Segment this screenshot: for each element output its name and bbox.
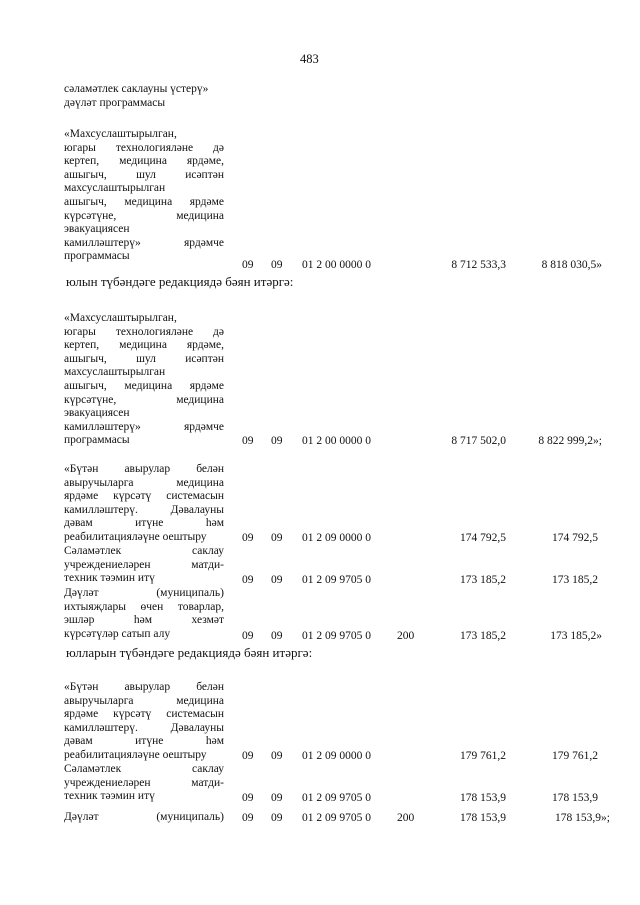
text-line: ихтыяҗлары өчен товарлар, [64,600,224,613]
text-line: эвакуациясен [64,407,130,420]
text-line: учреждениеләрен матди- [64,558,224,571]
text-line: программасы [64,434,130,447]
block2-text [64,312,224,448]
text-line: реабилитацияләүне оештыру [64,530,207,543]
block4-a-value1: 179 761,2 [460,750,506,762]
text-line: «Махсуслаштырылган, [64,128,177,140]
block3-a-code: 01 2 09 0000 0 [302,532,371,544]
block1-col2: 09 [271,259,283,271]
text-line: камилләштерү. Дәвалауны [64,721,224,734]
block1-value1: 8 712 533,3 [451,259,506,271]
text-line: күрсәтүләр сатып алу [64,627,171,640]
text-line: техник тәэмин итү [64,790,155,803]
block4-b-col2: 09 [271,792,283,804]
block4-c-col2: 09 [271,812,283,824]
text-line: югары технологияләне дә [64,325,224,338]
text-line: Дәүләт (муниципаль) [64,587,224,599]
text-line: «Бүтән авырулар белән [64,463,224,475]
block3-b-col2: 09 [271,574,283,586]
block2-value1: 8 717 502,0 [451,435,506,447]
block4-c-value1: 178 153,9 [460,812,506,824]
block4-b-code: 01 2 09 9705 0 [302,792,371,804]
block3-b-code: 01 2 09 9705 0 [302,574,371,586]
text-line: кертеп, медицина ярдәме, [64,155,224,168]
block3-c-col2: 09 [271,630,283,642]
block3-b-value1: 173 185,2 [460,574,506,586]
block3-c-vr: 200 [397,630,415,642]
text-line: камилләштерү» ярдәмче [64,236,224,249]
block4-a-code: 01 2 09 0000 0 [302,750,371,762]
block3-a-col2: 09 [271,532,283,544]
text-line: Сәламәтлек саклау [64,763,224,775]
block1-text [64,128,224,264]
block4-b-value2: 178 153,9 [552,792,598,804]
text-line: реабилитацияләүне оештыру [64,748,207,761]
text-line: ярдәме күрсәтү системасын [64,490,224,503]
text-line: камилләштерү» ярдәмче [64,420,224,433]
block2-col1: 09 [242,435,254,447]
text-line: авыручыларга медицина [64,476,224,489]
block1-col1: 09 [242,259,254,271]
text-line: ашыгыч, шул исәптән [64,168,224,181]
block3-c-col1: 09 [242,630,254,642]
intro-line-2: дәүләт программасы [64,97,166,109]
block3-b-value2: 173 185,2 [552,574,598,586]
text-line: «Махсуслаштырылган, [64,312,177,324]
text-line: эшләр һәм хезмәт [64,614,224,627]
block3-a-text [64,463,224,545]
block3-c-value2: 173 185,2» [550,630,602,642]
text-line: дәвам итүне һәм [64,735,224,748]
text-line: «Бүтән авырулар белән [64,681,224,693]
text-line: авыручыларга медицина [64,694,224,707]
block2-col2: 09 [271,435,283,447]
block4-c-value2: 178 153,9»; [555,812,610,824]
intro-line-1: сәламәтлек саклауны үстерү» [64,83,209,95]
heading-1: юлын түбәндәге редакциядә бәян итәргә: [66,274,294,289]
block4-b-text [64,763,224,804]
text-line: ашыгыч, медицина ярдәме [64,379,224,392]
text-line: эвакуациясен [64,223,130,236]
text-line: күрсәтүне, медицина [64,209,224,222]
text-line: югары технологияләне дә [64,141,224,154]
text-line: дәвам итүне һәм [64,517,224,530]
block4-c-vr: 200 [397,812,415,824]
text-line: кертеп, медицина ярдәме, [64,339,224,352]
text-line: махсуслаштырылган [64,182,166,195]
block4-b-col1: 09 [242,792,254,804]
block2-code: 01 2 00 0000 0 [302,435,371,447]
block3-c-text [64,587,224,641]
text-line: ашыгыч, медицина ярдәме [64,195,224,208]
block4-c-text [64,811,224,825]
block4-a-col2: 09 [271,750,283,762]
block3-c-value1: 173 185,2 [460,630,506,642]
text-line: ашыгыч, шул исәптән [64,352,224,365]
block2-value2: 8 822 999,2»; [538,435,602,447]
block4-a-value2: 179 761,2 [552,750,598,762]
block4-c-col1: 09 [242,812,254,824]
block3-b-text [64,545,224,586]
block4-a-col1: 09 [242,750,254,762]
block3-b-col1: 09 [242,574,254,586]
page-number: 483 [300,52,319,66]
text-line: Сәламәтлек саклау [64,545,224,557]
text-line: Дәүләт (муниципаль) [64,811,224,823]
text-line: камилләштерү. Дәвалауны [64,503,224,516]
block3-c-code: 01 2 09 9705 0 [302,630,371,642]
text-line: учреждениеләрен матди- [64,776,224,789]
heading-2: юлларын түбәндәге редакциядә бәян итәргә: [66,645,313,660]
block4-b-value1: 178 153,9 [460,792,506,804]
block3-a-value2: 174 792,5 [552,532,598,544]
block4-c-code: 01 2 09 9705 0 [302,812,371,824]
block3-a-value1: 174 792,5 [460,532,506,544]
text-line: ярдәме күрсәтү системасын [64,708,224,721]
block3-a-col1: 09 [242,532,254,544]
text-line: күрсәтүне, медицина [64,393,224,406]
text-line: техник тәэмин итү [64,572,155,585]
block1-code: 01 2 00 0000 0 [302,259,371,271]
text-line: программасы [64,250,130,263]
block1-value2: 8 818 030,5» [541,259,602,271]
block4-a-text [64,681,224,763]
text-line: махсуслаштырылган [64,366,166,379]
